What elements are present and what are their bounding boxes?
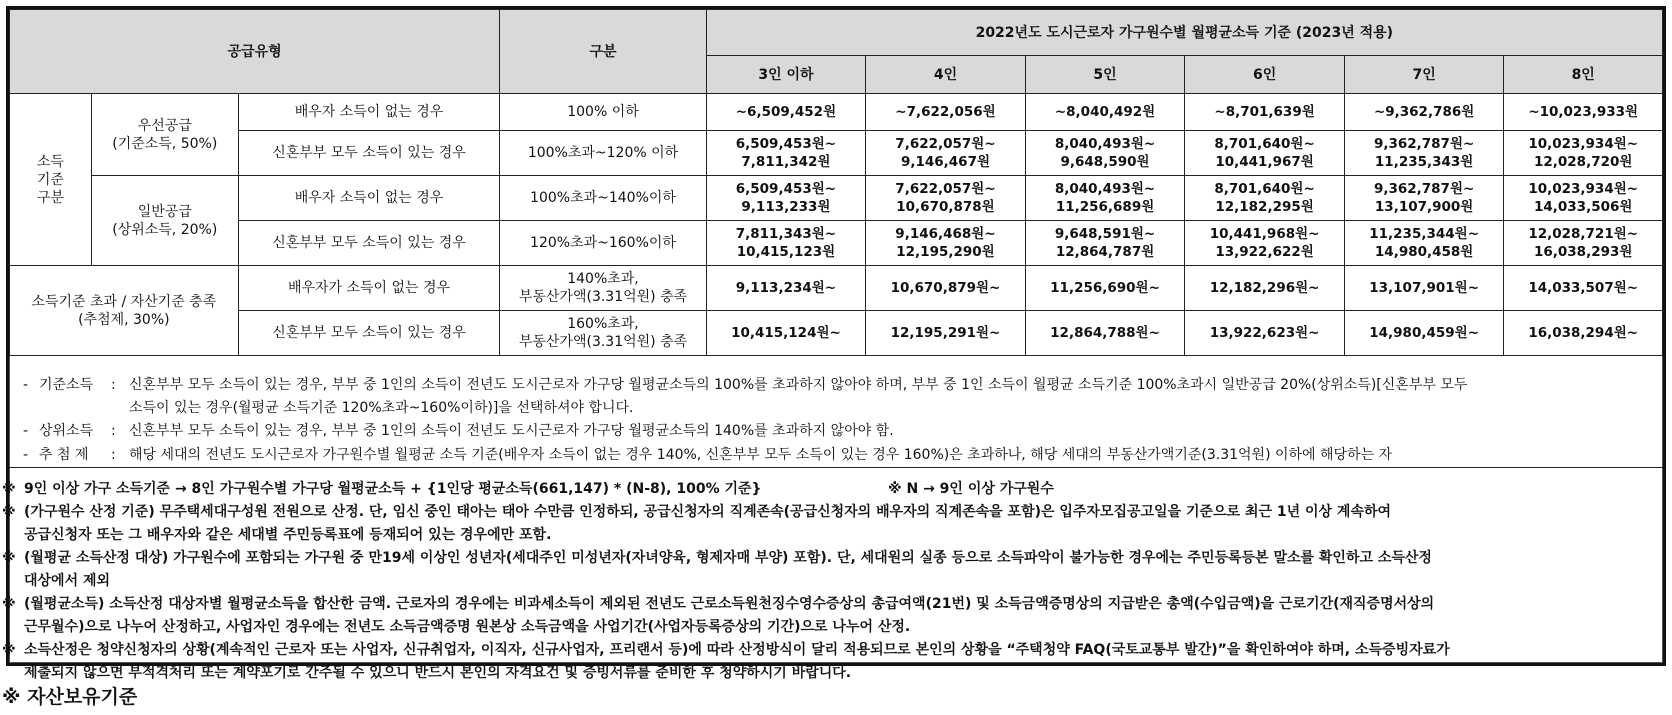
header-household-6: 6인	[1185, 56, 1345, 94]
income-group-label: 소득 기준 구분	[10, 94, 92, 266]
divider	[9, 467, 1663, 468]
income-value-cell: 12,195,291원~	[866, 311, 1026, 356]
income-value-cell: 13,922,623원~	[1185, 311, 1345, 356]
section-title-asset: ※ 자산보유기준	[2, 686, 138, 708]
income-value-cell: 12,028,721원~ 16,038,293원	[1504, 221, 1663, 266]
footnote-item-cont: 근무월수)으로 나누어 산정하고, 사업자인 경우에는 전년도 소득금액증명 원본상 소득금액을 사업기간(사업자등록증상의 기간)으로 나누어 산정.	[24, 619, 911, 635]
income-value-cell: 9,113,234원~	[706, 266, 866, 311]
income-value-cell: 8,040,493원~ 9,648,590원	[1025, 131, 1185, 176]
note-standard-income-cont: 소득이 있는 경우(월평균 소득기준 120%초과~160%이하)]을 선택하셔야 합니다.	[129, 400, 634, 416]
income-value-cell: ~10,023,933원	[1504, 94, 1663, 131]
condition-cell: 신혼부부 모두 소득이 있는 경우	[238, 131, 500, 176]
header-supply-type: 공급유형	[10, 10, 500, 94]
income-value-cell: 10,023,934원~ 14,033,506원	[1504, 176, 1663, 221]
income-value-cell: 8,040,493원~ 11,256,689원	[1025, 176, 1185, 221]
footnote-item: ※ (가구원수 산정 기준) 무주택세대구성원 전원으로 산정. 단, 임신 중인 태아는 태아 수만큼 인정하되, 공급신청자의 직계존속(공급신청자의 배우자의 직계존속을 포함)은 입주자모집공고일을 기준으로 최근 1년 이상 계속하여	[2, 504, 1392, 520]
condition-cell: 배우자가 소득이 없는 경우	[238, 266, 500, 311]
footnote-item-cont: 제출되지 않으면 부적격처리 또는 계약포기로 간주될 수 있으니 반드시 본인의 자격요건 및 증빙서류를 준비한 후 청약하시기 바랍니다.	[24, 665, 852, 681]
header-household-7: 7인	[1344, 56, 1504, 94]
header-household-3: 3인 이하	[706, 56, 866, 94]
income-value-cell: 10,023,934원~ 12,028,720원	[1504, 131, 1663, 176]
priority-supply-label: 우선공급 (기준소득, 50%)	[91, 94, 238, 176]
condition-cell: 배우자 소득이 없는 경우	[238, 94, 500, 131]
income-value-cell: 16,038,294원~	[1504, 311, 1663, 356]
note-upper-income: - 상위소득 : 신혼부부 모두 소득이 있는 경우, 부부 중 1인의 소득이 전년도 도시근로자 가구당 월평균소득의 140%를 초과하지 않아야 함.	[23, 423, 894, 439]
income-value-cell: 9,362,787원~ 13,107,900원	[1344, 176, 1504, 221]
income-value-cell: 8,701,640원~ 10,441,967원	[1185, 131, 1345, 176]
income-value-cell: 9,362,787원~ 11,235,343원	[1344, 131, 1504, 176]
header-household-5: 5인	[1025, 56, 1185, 94]
income-value-cell: 10,415,124원~	[706, 311, 866, 356]
condition-cell: 신혼부부 모두 소득이 있는 경우	[238, 311, 500, 356]
range-cell: 100%초과~140%이하	[500, 176, 706, 221]
range-cell: 100%초과~120% 이하	[500, 131, 706, 176]
income-value-cell: ~6,509,452원	[706, 94, 866, 131]
income-value-cell: 9,146,468원~ 12,195,290원	[866, 221, 1026, 266]
header-household-8: 8인	[1504, 56, 1663, 94]
income-value-cell: 12,864,788원~	[1025, 311, 1185, 356]
general-supply-label: 일반공급 (상위소득, 20%)	[91, 176, 238, 266]
income-value-cell: 14,033,507원~	[1504, 266, 1663, 311]
income-value-cell: ~8,701,639원	[1185, 94, 1345, 131]
income-value-cell: 12,182,296원~	[1185, 266, 1345, 311]
condition-cell: 신혼부부 모두 소득이 있는 경우	[238, 221, 500, 266]
income-value-cell: 7,622,057원~ 9,146,467원	[866, 131, 1026, 176]
footnote-item-cont: 대상에서 제외	[24, 573, 111, 589]
income-notes	[9, 373, 1663, 467]
note-lottery: - 추 첨 제 : 해당 세대의 전년도 도시근로자 가구원수별 월평균 소득 기준(배우자 소득이 없는 경우 140%, 신혼부부 모두 소득이 있는 경우 160%)은 초과하나, 해당 세대의 부동산가액기준(3.31억원) 이하에 해당하는 자	[23, 447, 1393, 463]
header-main-title: 2022년도 도시근로자 가구원수별 월평균소득 기준 (2023년 적용)	[706, 10, 1662, 56]
income-value-cell: 13,107,901원~	[1344, 266, 1504, 311]
income-value-cell: 11,256,690원~	[1025, 266, 1185, 311]
income-value-cell: 6,509,453원~ 7,811,342원	[706, 131, 866, 176]
income-value-cell: 10,441,968원~ 13,922,622원	[1185, 221, 1345, 266]
income-value-cell: 9,648,591원~ 12,864,787원	[1025, 221, 1185, 266]
header-household-4: 4인	[866, 56, 1026, 94]
income-value-cell: 8,701,640원~ 12,182,295원	[1185, 176, 1345, 221]
footnote-item: ※ (월평균 소득산정 대상) 가구원수에 포함되는 가구원 중 만19세 이상인 성년자(세대주인 미성년자(자녀양육, 형제자매 부양) 포함). 단, 세대원의 실종 등으로 소득파악이 불가능한 경우에는 주민등록등본 말소를 확인하고 소득산정	[2, 550, 1432, 566]
income-value-cell: 14,980,459원~	[1344, 311, 1504, 356]
income-value-cell: ~9,362,786원	[1344, 94, 1504, 131]
income-value-cell: 7,811,343원~ 10,415,123원	[706, 221, 866, 266]
range-cell: 140%초과, 부동산가액(3.31억원) 충족	[500, 266, 706, 311]
income-value-cell: 7,622,057원~ 10,670,878원	[866, 176, 1026, 221]
income-value-cell: ~8,040,492원	[1025, 94, 1185, 131]
range-cell: 100% 이하	[500, 94, 706, 131]
footnote-large-household: ※ 9인 이상 가구 소득기준 → 8인 가구원수별 가구당 월평균소득 + {1인당 평균소득(661,147) * (N-8), 100% 기준} ※ N → 9인 이상 가구원수	[2, 481, 1054, 497]
income-value-cell: 11,235,344원~ 14,980,458원	[1344, 221, 1504, 266]
header-category: 구분	[500, 10, 706, 94]
footnotes	[0, 478, 1670, 685]
income-value-cell: ~7,622,056원	[866, 94, 1026, 131]
range-cell: 160%초과, 부동산가액(3.31억원) 충족	[500, 311, 706, 356]
income-value-cell: 10,670,879원~	[866, 266, 1026, 311]
income-standard-table	[9, 9, 1663, 356]
range-cell: 120%초과~160%이하	[500, 221, 706, 266]
income-value-cell: 6,509,453원~ 9,113,233원	[706, 176, 866, 221]
excess-lottery-label: 소득기준 초과 / 자산기준 충족 (추첨제, 30%)	[10, 266, 239, 356]
footnote-item: ※ (월평균소득) 소득산정 대상자별 월평균소득을 합산한 금액. 근로자의 경우에는 비과세소득이 제외된 전년도 근로소득원천징수영수증상의 총급여액(21번) 및 소득금액증명상의 지급받은 총액(수입금액)을 근로기간(재직증명서상의	[2, 596, 1435, 612]
note-standard-income: - 기준소득 : 신혼부부 모두 소득이 있는 경우, 부부 중 1인의 소득이 전년도 도시근로자 가구당 월평균소득의 100%를 초과하지 않아야 하며, 부부 중 1인 소득이 월평균 소득기준 100%초과시 일반공급 20%(상위소득)[신혼부부 모두	[23, 377, 1468, 393]
condition-cell: 배우자 소득이 없는 경우	[238, 176, 500, 221]
footnote-item-cont: 공급신청자 또는 그 배우자와 같은 세대별 주민등록표에 등재되어 있는 경우에만 포함.	[24, 527, 552, 543]
footnote-item: ※ 소득산정은 청약신청자의 상황(계속적인 근로자 또는 사업자, 신규취업자, 이직자, 신규사업자, 프리랜서 등)에 따라 산정방식이 달리 적용되므로 본인의 상황을 “주택청약 FAQ(국토교통부 발간)”을 확인하여야 하며, 소득증빙자료가	[2, 642, 1450, 658]
